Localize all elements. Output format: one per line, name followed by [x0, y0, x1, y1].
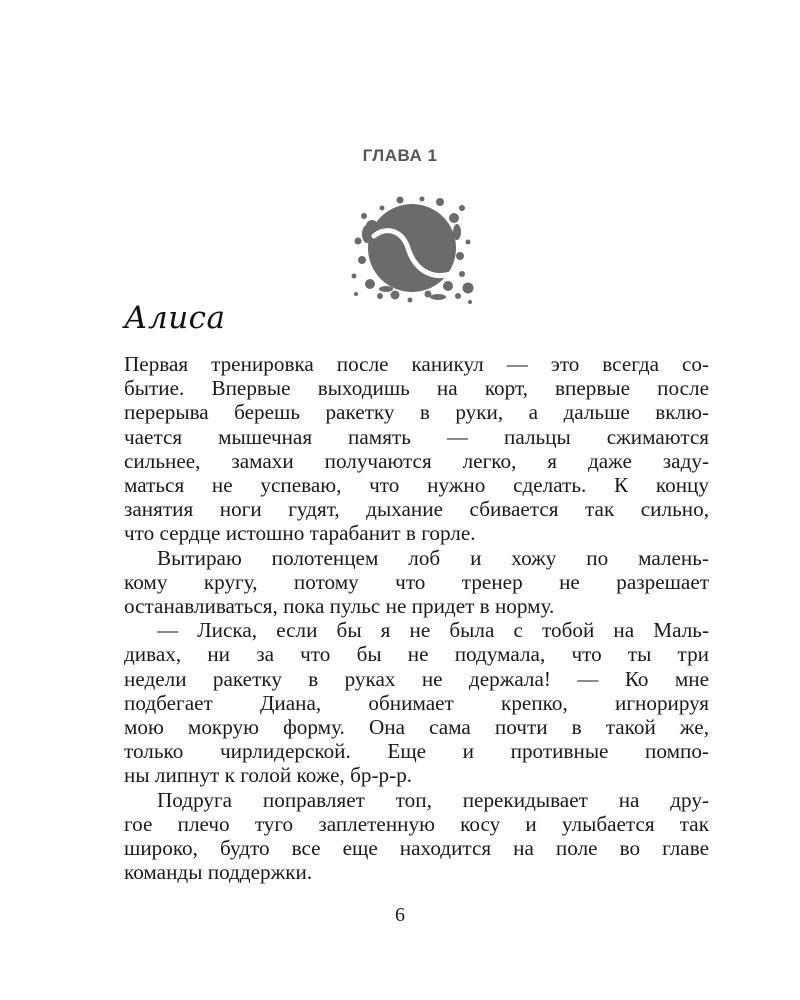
- text-line: Первая тренировка после каникул — это всегда со-: [124, 352, 709, 376]
- paragraph-1: [124, 352, 709, 546]
- text-line: мою мокрую форму. Она сама почти в такой же,: [124, 715, 709, 740]
- text-line: гое плечо туго заплетенную косу и улыбается так: [124, 811, 709, 836]
- text-line: что сердце истошно тарабанит в горле.: [124, 521, 476, 546]
- text-line: Вытираю полотенцем лоб и хожу по малень-: [157, 545, 709, 570]
- text-line: только чирлидерской. Еще и противные помпо-: [124, 739, 709, 764]
- text-line: подбегает Диана, обнимает крепко, игнорируя: [124, 690, 709, 715]
- text-line: сильнее, замахи получаются легко, я даже заду-: [124, 448, 709, 473]
- text-line: широко, будто все еще находится на поле во главе: [124, 836, 709, 861]
- text-line: Подруга поправляет топ, перекидывает на дру-: [157, 787, 709, 812]
- text-line: — Лиска, если бы я не была с тобой на Маль-: [157, 618, 709, 643]
- paragraph-4: [124, 788, 709, 885]
- text-line: чается мышечная память — пальцы сжимаются: [124, 424, 709, 449]
- text-line: ны липнут к голой коже, бр-р-р.: [124, 763, 413, 788]
- text-line: останавливаться, пока пульс не придет в норму.: [124, 594, 555, 619]
- text-line: кому кругу, потому что тренер не разрешает: [124, 569, 709, 594]
- text-line: недели ракетку в руках не держала! — Ко мне: [124, 666, 709, 691]
- text-line: бытие. Впервые выходишь на корт, впервые после: [124, 376, 709, 401]
- chapter-heading: ГЛАВА 1: [362, 146, 438, 165]
- text-line: маться не успеваю, что нужно сделать. К концу: [124, 473, 709, 498]
- page-number: 6: [395, 904, 405, 926]
- paragraph-3: [124, 618, 709, 787]
- text-line: дивах, ни за что бы не подумала, что ты три: [124, 642, 709, 667]
- character-name: Алиса: [124, 300, 226, 336]
- paragraph-2: [124, 546, 709, 619]
- text-line: перерыва берешь ракетку в руки, а дальше вклю-: [124, 400, 709, 425]
- text-line: занятия ноги гудят, дыхание сбивается так сильно,: [124, 497, 709, 522]
- tennis-ball-icon: [350, 196, 475, 308]
- text-line: команды поддержки.: [124, 860, 313, 885]
- body-text: [124, 352, 709, 884]
